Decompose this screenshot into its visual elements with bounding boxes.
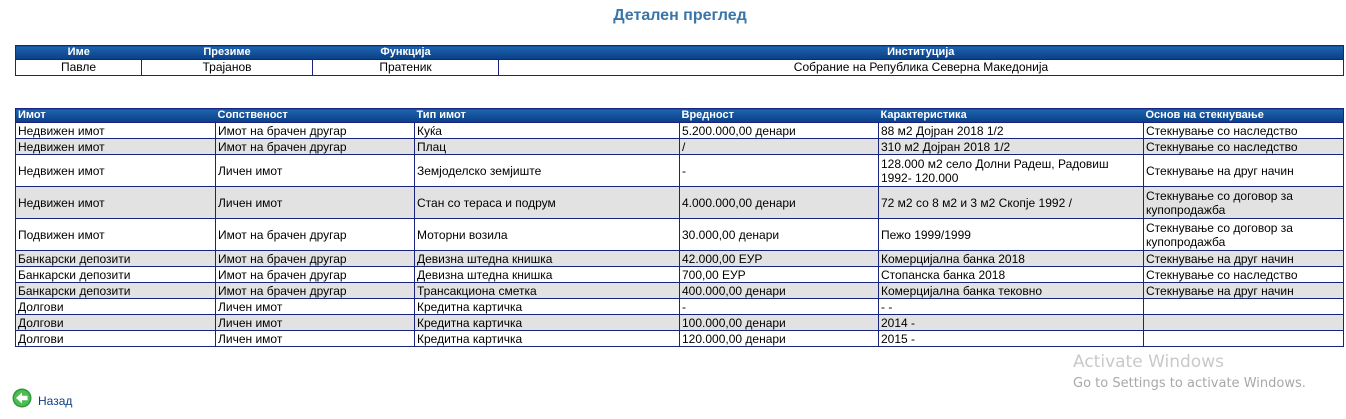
characteristic-cell: 2015 - xyxy=(879,331,1144,347)
value-cell: 700,00 ЕУР xyxy=(680,267,879,283)
characteristic-cell: 310 м2 Дојран 2018 1/2 xyxy=(879,139,1144,155)
ownership-cell: Личен имот xyxy=(216,315,415,331)
acquisition-basis-cell: Стекнување на друг начин xyxy=(1144,155,1344,187)
value-cell: - xyxy=(680,299,879,315)
value-cell: 5.200.000,00 денари xyxy=(680,123,879,139)
characteristic-cell: - - xyxy=(879,299,1144,315)
characteristic-cell: 128.000 м2 село Долни Радеш, Радовиш 1992- 120.000 xyxy=(879,155,1144,187)
asset-type-cell: Куќа xyxy=(415,123,680,139)
value-cell: 42.000,00 ЕУР xyxy=(680,251,879,267)
acquisition-basis-cell: Стекнување со наследство xyxy=(1144,139,1344,155)
characteristic-cell: 72 м2 со 8 м2 и 3 м2 Скопје 1992 / xyxy=(879,187,1144,219)
asset-type-cell: Моторни возила xyxy=(415,219,680,251)
ownership-cell: Имот на брачен другар xyxy=(216,219,415,251)
characteristic-cell: Комерцијална банка тековно xyxy=(879,283,1144,299)
page-title: Детален преглед xyxy=(613,7,747,24)
acquisition-basis-cell: Стекнување со наследство xyxy=(1144,267,1344,283)
table-row xyxy=(16,251,1344,267)
ownership-cell: Имот на брачен другар xyxy=(216,283,415,299)
asset-cell: Недвижен имот xyxy=(16,187,216,219)
table-row xyxy=(16,299,1344,315)
value-cell: 100.000,00 денари xyxy=(680,315,879,331)
asset-cell: Долгови xyxy=(16,315,216,331)
asset-cell: Недвижен имот xyxy=(16,123,216,139)
column-header-function: Функција xyxy=(313,46,499,60)
table-row xyxy=(16,331,1344,347)
ownership-cell: Имот на брачен другар xyxy=(216,123,415,139)
assets-table xyxy=(15,108,1344,347)
person-name: Павле xyxy=(16,60,142,76)
person-surname: Трајанов xyxy=(142,60,313,76)
characteristic-cell: 88 м2 Дојран 2018 1/2 xyxy=(879,123,1144,139)
asset-type-cell: Кредитна картичка xyxy=(415,331,680,347)
table-row xyxy=(16,219,1344,251)
characteristic-cell: Пежо 1999/1999 xyxy=(879,219,1144,251)
table-row xyxy=(16,123,1344,139)
person-table xyxy=(15,45,1344,76)
table-row xyxy=(16,283,1344,299)
acquisition-basis-cell: Стекнување со договор за купопродажба xyxy=(1144,219,1344,251)
column-header-name: Име xyxy=(16,46,142,60)
asset-type-cell: Плац xyxy=(415,139,680,155)
ownership-cell: Личен имот xyxy=(216,187,415,219)
person-institution: Собрание на Република Северна Македонија xyxy=(499,60,1344,76)
asset-type-cell: Девизна штедна книшка xyxy=(415,267,680,283)
ownership-cell: Имот на брачен другар xyxy=(216,251,415,267)
acquisition-basis-cell xyxy=(1144,315,1344,331)
column-header-acquisition-basis: Основ на стекнување xyxy=(1144,109,1344,123)
asset-type-cell: Кредитна картичка xyxy=(415,299,680,315)
value-cell: / xyxy=(680,139,879,155)
ownership-cell: Личен имот xyxy=(216,331,415,347)
acquisition-basis-cell: Стекнување на друг начин xyxy=(1144,283,1344,299)
column-header-value: Вредност xyxy=(680,109,879,123)
table-row xyxy=(16,139,1344,155)
back-link[interactable] xyxy=(12,388,72,413)
asset-type-cell: Трансакциона сметка xyxy=(415,283,680,299)
watermark-title: Activate Windows xyxy=(1073,352,1224,372)
asset-cell: Банкарски депозити xyxy=(16,267,216,283)
acquisition-basis-cell: Стекнување со наследство xyxy=(1144,123,1344,139)
table-row xyxy=(16,315,1344,331)
column-header-asset-type: Тип имот xyxy=(415,109,680,123)
person-function: Пратеник xyxy=(313,60,499,76)
asset-cell: Недвижен имот xyxy=(16,155,216,187)
asset-type-cell: Земјоделско земјиште xyxy=(415,155,680,187)
assets-header-row xyxy=(16,109,1344,123)
column-header-surname: Презиме xyxy=(142,46,313,60)
asset-cell: Подвижен имот xyxy=(16,219,216,251)
value-cell: 30.000,00 денари xyxy=(680,219,879,251)
asset-cell: Долгови xyxy=(16,331,216,347)
table-row xyxy=(16,267,1344,283)
acquisition-basis-cell: Стекнување на друг начин xyxy=(1144,251,1344,267)
asset-type-cell: Стан со тераса и подрум xyxy=(415,187,680,219)
value-cell: 120.000,00 денари xyxy=(680,331,879,347)
ownership-cell: Имот на брачен другар xyxy=(216,139,415,155)
asset-cell: Долгови xyxy=(16,299,216,315)
characteristic-cell: 2014 - xyxy=(879,315,1144,331)
asset-cell: Банкарски депозити xyxy=(16,283,216,299)
person-header-row xyxy=(16,46,1344,60)
column-header-characteristic: Карактеристика xyxy=(879,109,1144,123)
acquisition-basis-cell: Стекнување со договор за купопродажба xyxy=(1144,187,1344,219)
characteristic-cell: Комерцијална банка 2018 xyxy=(879,251,1144,267)
ownership-cell: Личен имот xyxy=(216,155,415,187)
characteristic-cell: Стопанска банка 2018 xyxy=(879,267,1144,283)
value-cell: 4.000.000,00 денари xyxy=(680,187,879,219)
ownership-cell: Личен имот xyxy=(216,299,415,315)
table-row xyxy=(16,187,1344,219)
value-cell: 400.000,00 денари xyxy=(680,283,879,299)
back-label: Назад xyxy=(38,393,73,408)
back-arrow-icon xyxy=(12,388,32,413)
asset-type-cell: Кредитна картичка xyxy=(415,315,680,331)
acquisition-basis-cell xyxy=(1144,331,1344,347)
asset-cell: Недвижен имот xyxy=(16,139,216,155)
table-row xyxy=(16,155,1344,187)
column-header-asset: Имот xyxy=(16,109,216,123)
value-cell: - xyxy=(680,155,879,187)
column-header-institution: Институција xyxy=(499,46,1344,60)
asset-cell: Банкарски депозити xyxy=(16,251,216,267)
acquisition-basis-cell xyxy=(1144,299,1344,315)
asset-type-cell: Девизна штедна книшка xyxy=(415,251,680,267)
column-header-ownership: Сопственост xyxy=(216,109,415,123)
person-row xyxy=(16,60,1344,76)
ownership-cell: Имот на брачен другар xyxy=(216,267,415,283)
watermark-subtitle: Go to Settings to activate Windows. xyxy=(1073,376,1306,391)
